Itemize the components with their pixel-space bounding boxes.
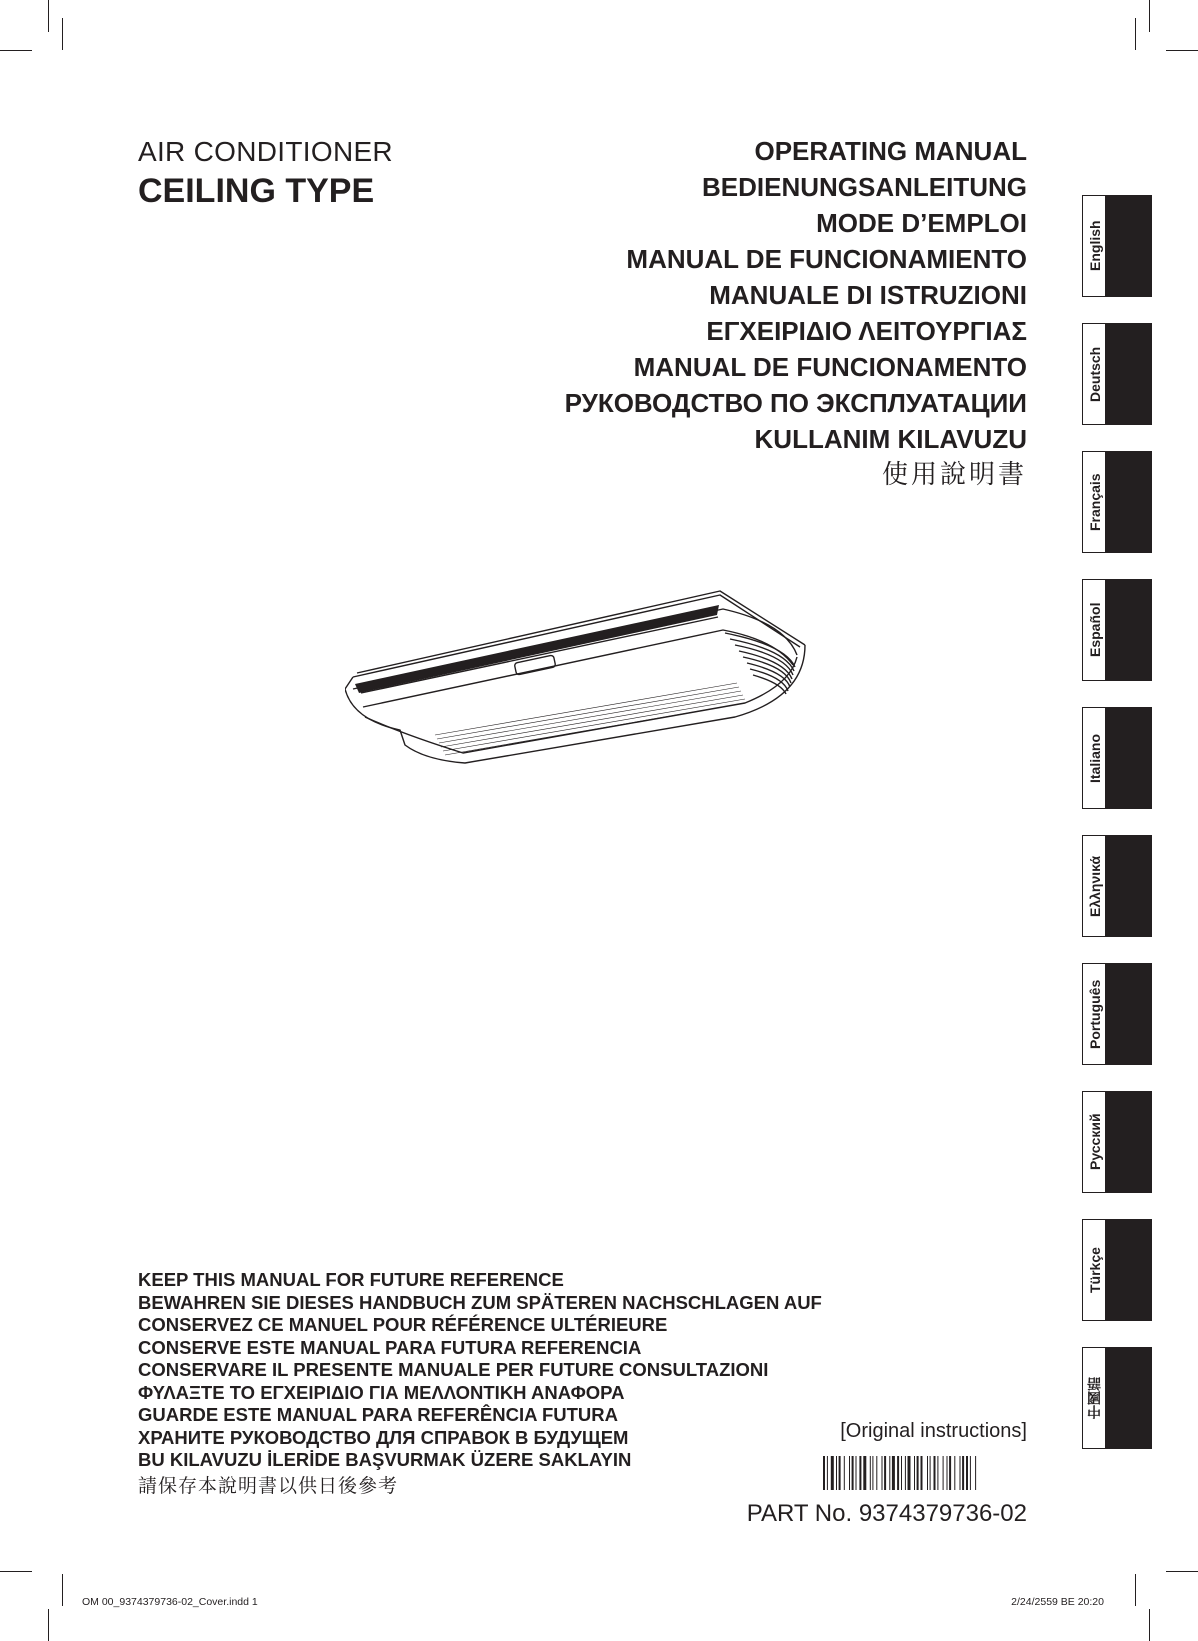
manual-title: ΕΓΧΕΙΡΙΔΙΟ ΛΕΙΤΟΥΡΓΙΑΣ <box>706 316 1027 346</box>
tab-label: 中國語 <box>1087 1377 1103 1419</box>
keep-notice-line: BU KILAVUZU İLERİDE BAŞVURMAK ÜZERE SAKLAYIN <box>138 1449 632 1470</box>
original-instructions: [Original instructions] <box>840 1420 1027 1442</box>
tab-label: Français <box>1087 473 1103 531</box>
keep-notice <box>138 1269 822 1497</box>
tab-label: Italiano <box>1087 733 1103 783</box>
crop-mark <box>0 50 32 51</box>
manual-title: MANUAL DE FUNCIONAMIENTO <box>626 244 1027 274</box>
part-number: PART No. 9374379736-02 <box>746 1500 1027 1527</box>
air-conditioner-illustration <box>345 585 845 805</box>
tab-label: Español <box>1087 602 1103 658</box>
tab-russian[interactable] <box>1082 1091 1152 1193</box>
tab-label: Português <box>1087 979 1103 1049</box>
keep-notice-line: CONSERVARE IL PRESENTE MANUALE PER FUTURE CONSULTAZIONI <box>138 1359 769 1380</box>
crop-mark <box>62 1574 63 1606</box>
manual-title: 使用說明書 <box>881 460 1027 490</box>
product-type: CEILING TYPE <box>138 172 375 210</box>
slug-file-name: OM 00_9374379736-02_Cover.indd 1 <box>82 1596 258 1608</box>
crop-mark <box>62 18 63 50</box>
crop-mark <box>1166 50 1198 51</box>
tab-portugues[interactable] <box>1082 963 1152 1065</box>
keep-notice-line: BEWAHREN SIE DIESES HANDBUCH ZUM SPÄTEREN NACHSCHLAGEN AUF <box>138 1291 822 1313</box>
tab-label: Русский <box>1087 1113 1103 1171</box>
keep-notice-line: CONSERVE ESTE MANUAL PARA FUTURA REFERENCIA <box>138 1336 642 1358</box>
manual-title: BEDIENUNGSANLEITUNG <box>701 172 1027 202</box>
manual-title: MANUAL DE FUNCIONAMENTO <box>633 352 1027 382</box>
tab-francais[interactable] <box>1082 451 1152 553</box>
manual-title: OPERATING MANUAL <box>754 136 1027 166</box>
tab-label: English <box>1087 220 1103 272</box>
tab-label: Deutsch <box>1087 346 1103 402</box>
keep-notice-line: 請保存本說明書以供日後參考 <box>138 1474 399 1497</box>
crop-mark <box>48 0 49 32</box>
tab-english[interactable] <box>1082 195 1152 297</box>
barcode <box>823 1456 1027 1490</box>
tab-label: Ελληνικά <box>1087 855 1103 917</box>
manual-title: MODE D’EMPLOI <box>816 208 1027 238</box>
tab-turkce[interactable] <box>1082 1219 1152 1321</box>
manual-title: MANUALE DI ISTRUZIONI <box>709 280 1027 310</box>
keep-notice-line: GUARDE ESTE MANUAL PARA REFERÊNCIA FUTURA <box>138 1404 618 1425</box>
crop-mark <box>48 1609 49 1641</box>
tab-greek[interactable] <box>1082 835 1152 937</box>
tab-chinese[interactable] <box>1082 1347 1152 1449</box>
crop-mark <box>1149 1609 1150 1641</box>
manual-title: РУКОВОДСТВО ПО ЭКСПЛУАТАЦИИ <box>564 388 1027 418</box>
tab-deutsch[interactable] <box>1082 323 1152 425</box>
crop-mark <box>1149 0 1150 32</box>
manual-title: KULLANIM KILAVUZU <box>754 424 1027 454</box>
crop-mark <box>1135 1574 1136 1606</box>
crop-mark <box>1135 18 1136 50</box>
slug-date: 2/24/2559 BE 20:20 <box>1011 1596 1104 1608</box>
product-line: AIR CONDITIONER <box>138 136 393 167</box>
keep-notice-line: ΦΥΛΑΞΤΕ ΤΟ ΕΓΧΕΙΡΙΔΙΟ ΓΙΑ ΜΕΛΛΟΝΤΙΚΗ ΑΝΑΦΟΡΑ <box>138 1381 625 1403</box>
crop-mark <box>1166 1571 1198 1572</box>
tab-espanol[interactable] <box>1082 579 1152 681</box>
keep-notice-line: CONSERVEZ CE MANUEL POUR RÉFÉRENCE ULTÉRIEURE <box>138 1314 668 1335</box>
tab-label: Türkçe <box>1087 1247 1103 1293</box>
keep-notice-line: KEEP THIS MANUAL FOR FUTURE REFERENCE <box>138 1269 564 1290</box>
keep-notice-line: ХРАНИТЕ РУКОВОДСТВО ДЛЯ СПРАВОК В БУДУЩЕМ <box>138 1426 629 1448</box>
crop-mark <box>0 1571 32 1572</box>
manual-titles <box>565 133 1027 493</box>
tab-italiano[interactable] <box>1082 707 1152 809</box>
